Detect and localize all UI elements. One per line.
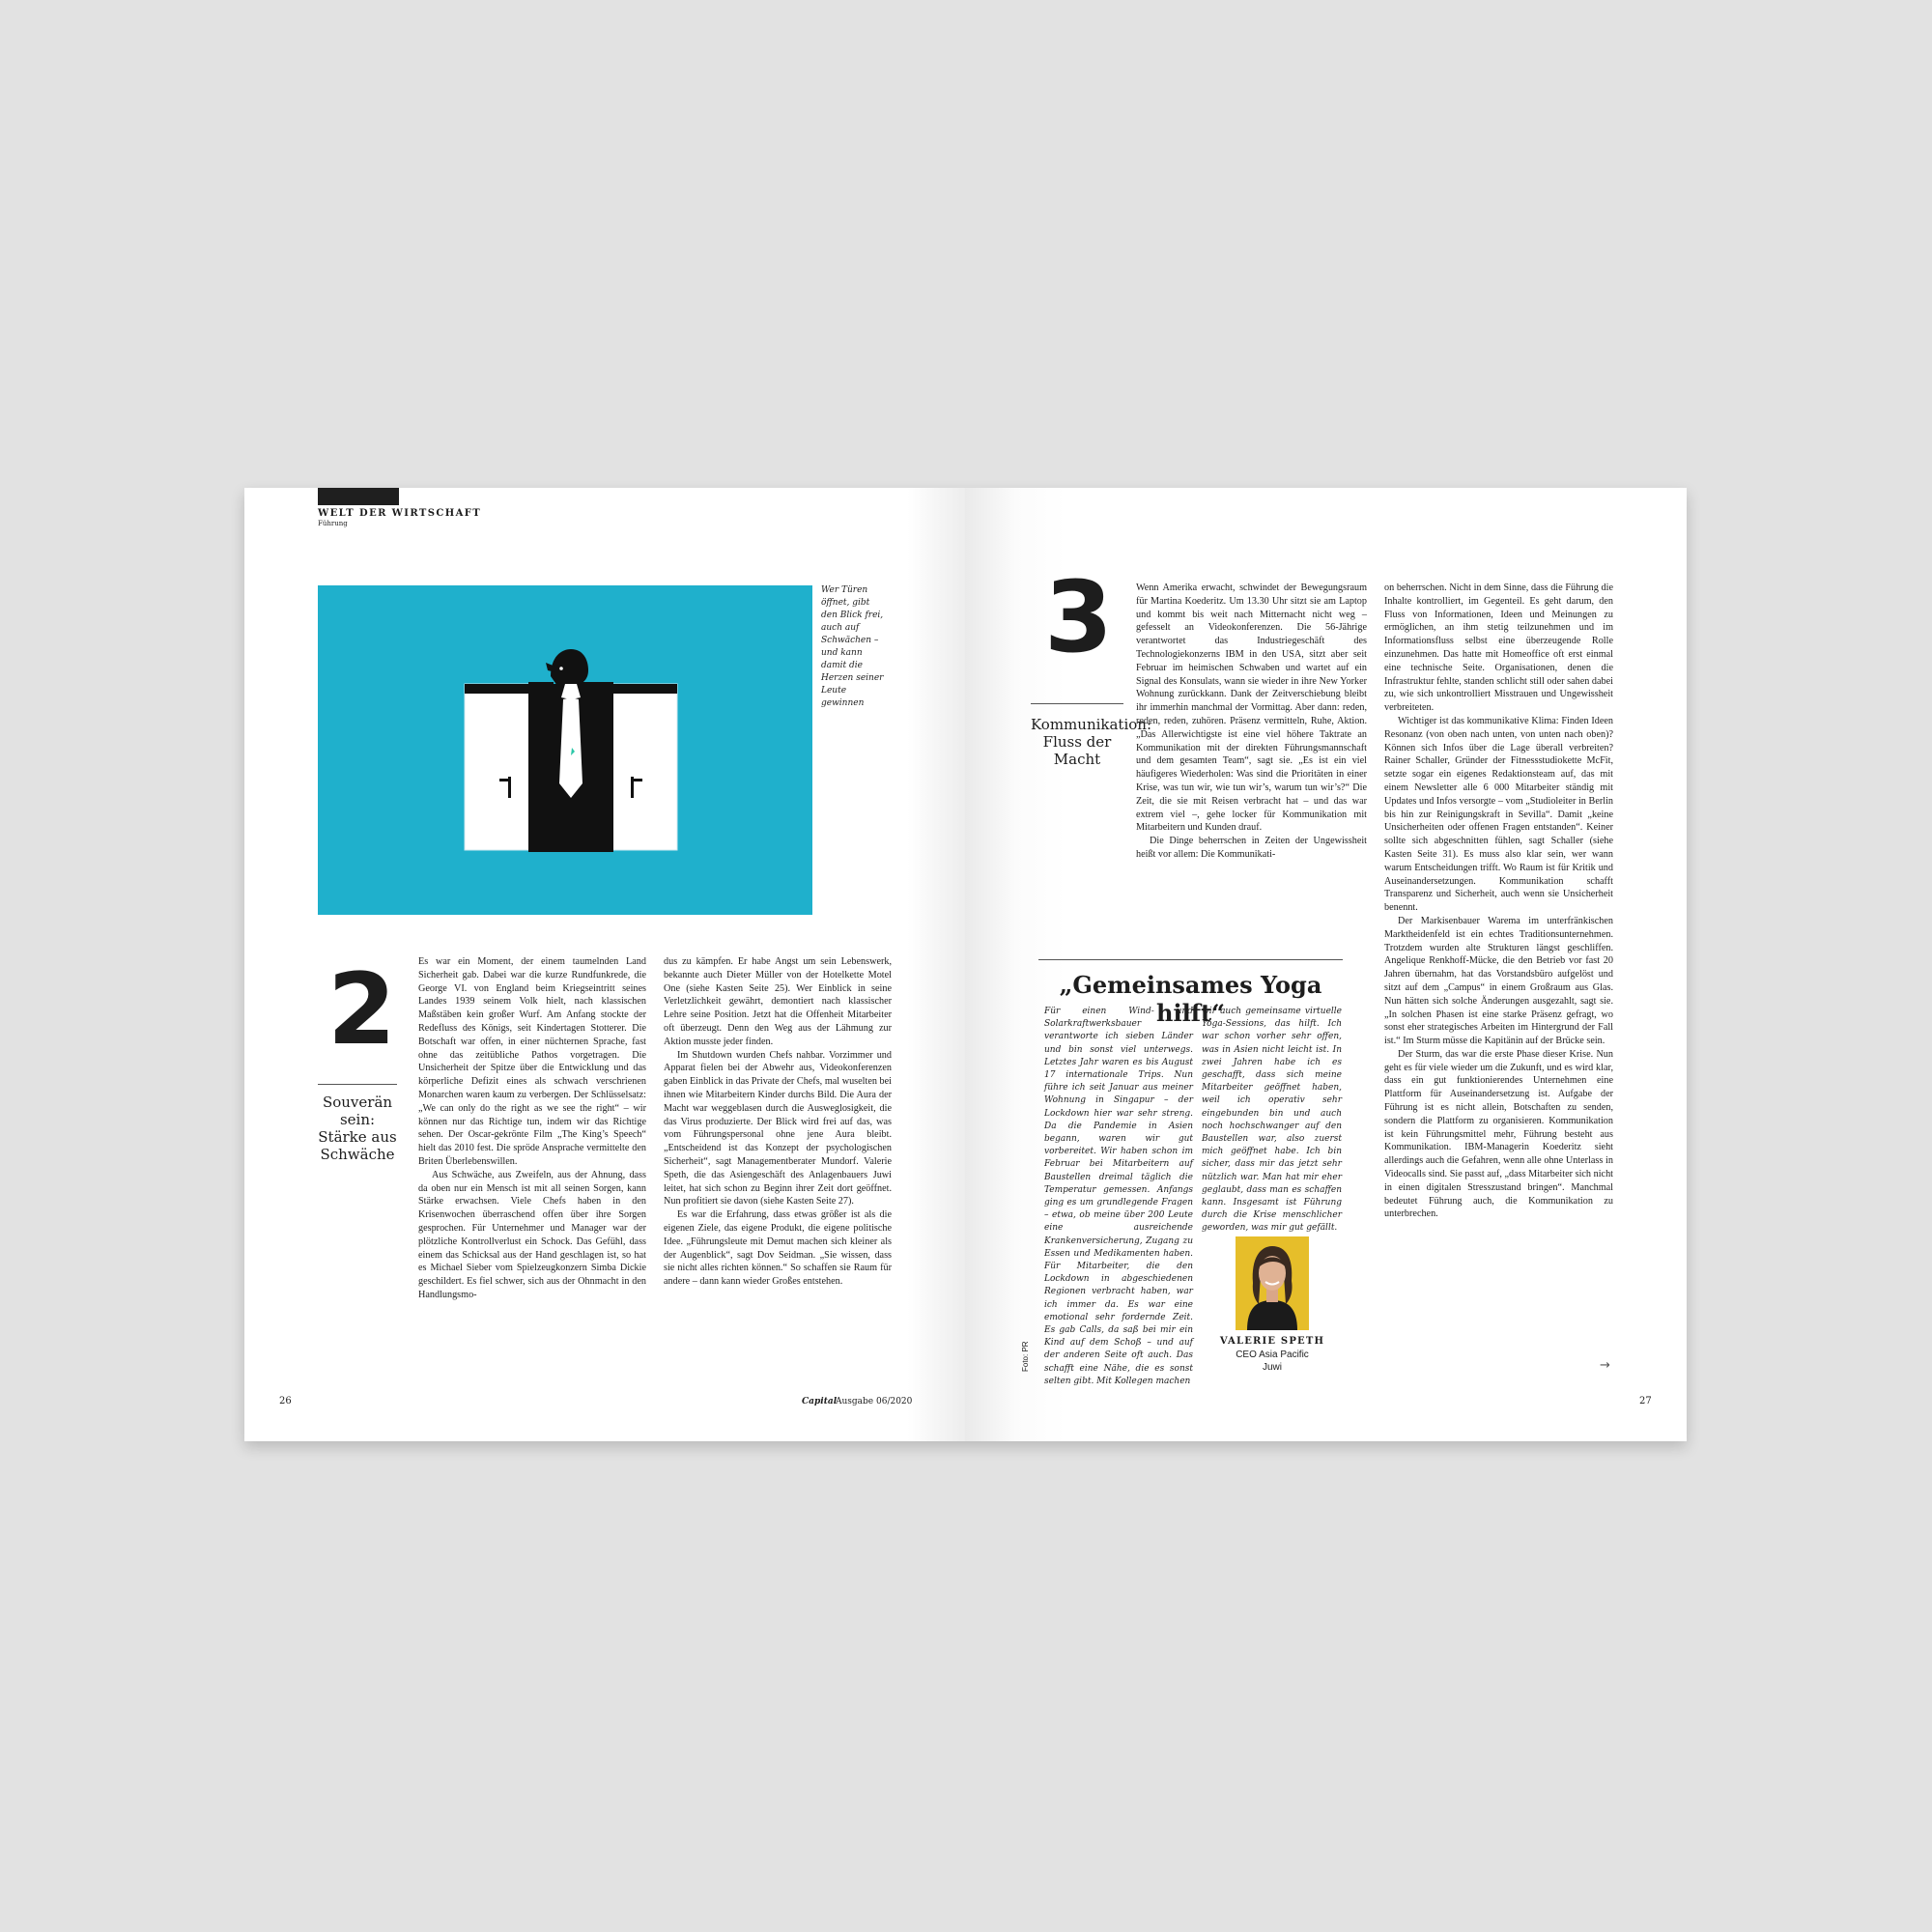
left-page <box>244 488 965 1441</box>
box-column-2 <box>1202 1006 1342 1236</box>
section-2-column-1 <box>418 955 646 1302</box>
door-illustration <box>318 585 812 915</box>
section-subrubric: Führung <box>318 520 348 527</box>
paragraph: Aus Schwäche, aus Zweifeln, aus der Ahnung, dass da oben nur ein Mensch ist mit all seinen Sorgen, kann Stärke erwachsen. Viele Chefs haben in den Krisenwochen überraschend offen über ihre Sorgen gesprochen. Für Unternehmer und Manager war der plötzliche Kontrollverlust ein Schock. Das Gefühl, dass einem das Schicksal aus der Hand geschlagen ist, so hat es Michael Sieber vom Spielzeugkonzern Simba Dickie geschildert. Es fiel schwer, sich aus der Ohnmacht in den Handlungsmo- <box>418 1169 646 1300</box>
page-number-right: 27 <box>1639 1396 1652 1406</box>
paragraph: wir auch gemeinsame virtuelle Yoga-Sessions, das hilft. Ich war schon vorher sehr offen, was in Asien nicht leicht ist. In zwei Jahren habe ich es geschafft, dass sich meine Mitarbeiter geöffnet haben, weil ich operativ sehr eingebunden bin und auch noch hochschwanger auf den Baustellen war, also zuerst mich geöffnet habe. Ich bin sicher, dass mir das jetzt sehr nützlich war. Man hat mir eher geglaubt, dass man es schaffen kann. Insgesamt ist Führung durch die Krise menschlicher geworden, was mir gut gefällt. <box>1202 1007 1342 1234</box>
person-company: Juwi <box>1262 1362 1282 1373</box>
right-page <box>965 488 1687 1441</box>
portrait-photo <box>1236 1236 1309 1330</box>
paragraph: Es war die Erfahrung, dass etwas größer ist als die eigenen Ziele, das eigene Produkt, die eigene politische Idee. „Führungsleute mit Demut machen sich kleiner als der Augenblick“, sagt Dov Seidman. „Sie wissen, dass sie nicht alles richten können.“ So schaffen sie Raum für andere – dann kann wieder Großes entstehen. <box>664 1209 892 1288</box>
illustration-caption: Wer Türen öffnet, gibt den Blick frei, auch auf Schwächen – und kann damit die Herzen seiner Leute gewinnen <box>821 585 884 708</box>
section-3-column-1 <box>1136 582 1367 862</box>
section-marker-bar <box>318 488 399 505</box>
footer-issue: Ausgabe 06/2020 <box>836 1397 913 1406</box>
section-number-3: 3 <box>1044 560 1111 675</box>
paragraph: Der Markisenbauer Warema im unterfränkischen Marktheidenfeld ist ein echtes Traditionsunternehmen. Trotzdem wurden alte Strukturen längst geschliffen. Angelique Renkhoff-Mücke, die den Betrieb vor fast 20 Jahren übernahm, hat das Vorstandsbüro aufgelöst und sitzt auf dem „Campus“ in einem Großraum aus Glas. Nun hätten sich solche Änderungen ausgezahlt, sagt sie. „In solchen Phasen ist eine starke Präsenz gefragt, wo sonst eher strategisches Arbeiten im Hintergrund der Fall ist.“ Im Sturm müsse die Kapitänin auf der Brücke sein. <box>1384 915 1613 1047</box>
paragraph: Wichtiger ist das kommunikative Klima: Finden Ideen Resonanz (von oben nach unten, von unten nach oben)? Können sich Infos über die Lage überall verbreiten? Rainer Schaller, Gründer der Fitnessstudiokette McFit, setzte sogar ein eigenes Redaktionsteam auf, das mit einem Newsletter alle 6 000 Mitarbeiter ständig mit Updates und Infos versorgte – vom „Studioleiter in Berlin bis hin zur Reinigungskraft in Sevilla“. Damit „keine Unsicherheiten oder offenen Fragen entstanden“. Keiner sollte sich abgeschnitten fühlen, sagt Schaller (siehe Kasten Seite 31). Es muss also klar sein, wer wann warum Entscheidungen trifft. Wo Raum ist für Kritik und Auseinandersetzungen. Kommunikation schafft Transparenz und Sicherheit, auch wenn sie Unsicherheit benennt. <box>1384 715 1613 914</box>
paragraph: Für einen Wind- und Solarkraftwerksbauer verantworte ich sieben Länder und bin sonst viel unterwegs. Letztes Jahr waren es bis August 17 internationale Trips. Nun führe ich seit Januar aus meiner Wohnung in Singapur – der Lockdown hier war sehr streng. Da die Pandemie in Asien begann, waren wir gut vorbereitet. Wir haben schon im Februar bei Mitarbeitern auf Baustellen dreimal täglich die Temperatur gemessen. Anfangs ging es um grundlegende Fragen – etwa, ob meine über 200 Leute eine ausreichende Krankenversicherung, Zugang zu Essen und Medikamenten haben. Für Mitarbeiter, die den Lockdown in abgeschiedenen Regionen verbracht haben, war ich immer da. Es war eine emotional sehr fordernde Zeit. Es gab Calls, da saß bei mir ein Kind auf dem Schoß – und auf der anderen Seite oft auch. Das schafft eine Nähe, die es sonst selten gibt. Mit Kollegen machen <box>1044 1007 1193 1386</box>
paragraph: Wenn Amerika erwacht, schwindet der Bewegungsraum für Martina Koederitz. Um 13.30 Uhr sitzt sie am Laptop und kommt bis weit nach Mitternacht nicht weg – gefesselt an Videokonferenzen. Die 56-Jährige verantwortet das Industriegeschäft des Technologiekonzerns IBM in den USA, sitzt aber seit Februar im heimischen Schwaben und wartet auf ein Signal des Konsulats, wann sie wieder in ihre New Yorker Wohnung zurückkann. Dank der Zeitverschiebung bleibt ihr immerhin manchmal der Vormittag. Aber dann: reden, reden, reden, zuhören. Präsenz vermitteln, Ruhe, Aktion. „Das Allerwichtigste ist eine viel höhere Taktrate an Kommunikation mit der direkten Führungsmannschaft und dem gesamten Team“, sagt sie. „Es ist ein viel häufigeres Wiederholen: Was sind die Prioritäten in einer Krise, was tun wir, wie tun wir’s, warum tun wir’s?“ Die Zeit, die sie mit Reisen verbracht hat – und das war extrem viel –, gehe locker für Kommunikation mit Mitarbeitern und Kunden drauf. <box>1136 582 1367 834</box>
businessman-doors-graphic <box>318 585 812 915</box>
section-3-heading: Kommunikation: Fluss der Macht <box>1031 716 1152 768</box>
section-2-rule <box>318 1084 397 1085</box>
box-title: „Gemeinsames Yoga hilft“ <box>1059 971 1322 1027</box>
magazine-spread <box>244 488 1687 1441</box>
portrait-figure <box>1236 1236 1309 1330</box>
section-2-heading: Souverän sein: Stärke aus Schwäche <box>318 1094 397 1163</box>
paragraph: Die Dinge beherrschen in Zeiten der Ungewissheit heißt vor allem: Die Kommunikati- <box>1136 836 1367 860</box>
paragraph: Es war ein Moment, der einem taumelnden Land Sicherheit gab. Dabei war die kurze Rundfunkrede, die George VI. von England beim Kriegseintritt seines Landes 1939 seinem Volk hielt, nach klassischen Maßstäben kein großer Wurf. Am Anfang stockte der Redefluss des Königs, seit Kindertagen Stotterer. Die Botschaft war offen, in einer nüchternen Sprache, fast ohne das zeitübliche Pathos vorgetragen. Die Unsicherheit der Spitze über die Entwicklung und das körperliche Defizit eines als schwach verschrienen Monarchen waren kaum zu verbergen. Der Schlüsselsatz: „We can only do the right as we see the right“ – wir können nur das Richtige tun, indem wir das Richtige sehen. Der Oscar-gekrönte Film „The King’s Speech“ hielt das 2010 fest. Die spröde Ansprache vermittelte den Briten Überlebenswillen. <box>418 956 646 1167</box>
box-column-1 <box>1044 1006 1193 1388</box>
section-2-column-2 <box>664 955 892 1289</box>
section-3-column-2 <box>1384 582 1613 1221</box>
page-number-left: 26 <box>279 1396 292 1406</box>
photo-credit: Foto: PR <box>1021 1341 1030 1372</box>
section-3-rule <box>1031 703 1123 704</box>
arrow-right-icon: → <box>1600 1358 1610 1373</box>
person-role: CEO Asia Pacific <box>1236 1350 1309 1360</box>
paragraph: Der Sturm, das war die erste Phase dieser Krise. Nun geht es für viele wieder um die Zukunft, und es wird klar, dass ein gut funktionierendes Unternehmen eine Plattform für Auseinandersetzung ist. Aufgabe der Führung ist es nicht allein, Botschaften zu senden, sondern die Plattform zu organisieren. Kommunikation ist kein Führungsmittel mehr, Führung besteht aus Kommunikation. IBM-Managerin Koederitz sieht allerdings auch die Gefahren, wenn alle ohne Unterlass in Videocalls sind. Sie passt auf, „dass Mitarbeiter sich nicht in einen digitalen Stresszustand bringen“. Manchmal bedeutet Führung auch, die Kommunikation zu unterbrechen. <box>1384 1048 1613 1220</box>
section-rubric: WELT DER WIRTSCHAFT <box>318 508 482 519</box>
footer-magazine-name: Capital <box>802 1397 838 1406</box>
person-name: VALERIE SPETH <box>1219 1336 1325 1347</box>
paragraph: Im Shutdown wurden Chefs nahbar. Vorzimmer und Apparat fielen bei der Abwehr aus, Videokonferenzen gaben Einblick in das Private der Chefs, mal wuselten bei ihnen wie Mitarbeitern Kinder durchs Bild. Die Aura der Macht war weggeblasen durch die Ausweglosigkeit, die das Virus produzierte. Der Blick wird frei auf das, was vom Führungspersonal ohne jene Aura bleibt. „Entscheidend ist das Konzept der psychologischen Sicherheit“, sagt Managementberater Mundorf. Valerie Speth, die das Asiengeschäft des Anlagenbauers Juwi leitet, hat sich schon zu Beginn ihrer Zeit dort geöffnet. Nun profitiert sie davon (siehe Kasten Seite 27). <box>664 1049 892 1208</box>
box-top-rule <box>1038 959 1343 960</box>
paragraph: on beherrschen. Nicht in dem Sinne, dass die Führung die Inhalte kontrolliert, im Gegenteil. Es geht darum, den Fluss von Informationen, Ideen und Meinungen zu ermöglichen, an ihm stetig teilzunehmen und im Informationsfluss selbst eine überzeugende Rolle einzunehmen. Das hatte mit Homeoffice oft erst einmal eine technische Seite. Organisationen, denen die Infrastruktur fehlte, standen schlicht still oder sahen dabei zu, wie sich unkontrolliert Misstrauen und Ungewissheit verbreiteten. <box>1384 582 1613 714</box>
section-number-2: 2 <box>327 952 394 1067</box>
paragraph: dus zu kämpfen. Er habe Angst um sein Lebenswerk, bekannte auch Dieter Müller von der Hotelkette Motel One (siehe Kasten Seite 25). Wer Einblick in seine Verletzlichkeit gewährt, demontiert nach klassischer Lehre seine Position. Jetzt hat die Offenheit Mitarbeiter oft überzeugt. Denn den Weg aus der Lähmung zur Aktion musste jeder finden. <box>664 956 892 1047</box>
